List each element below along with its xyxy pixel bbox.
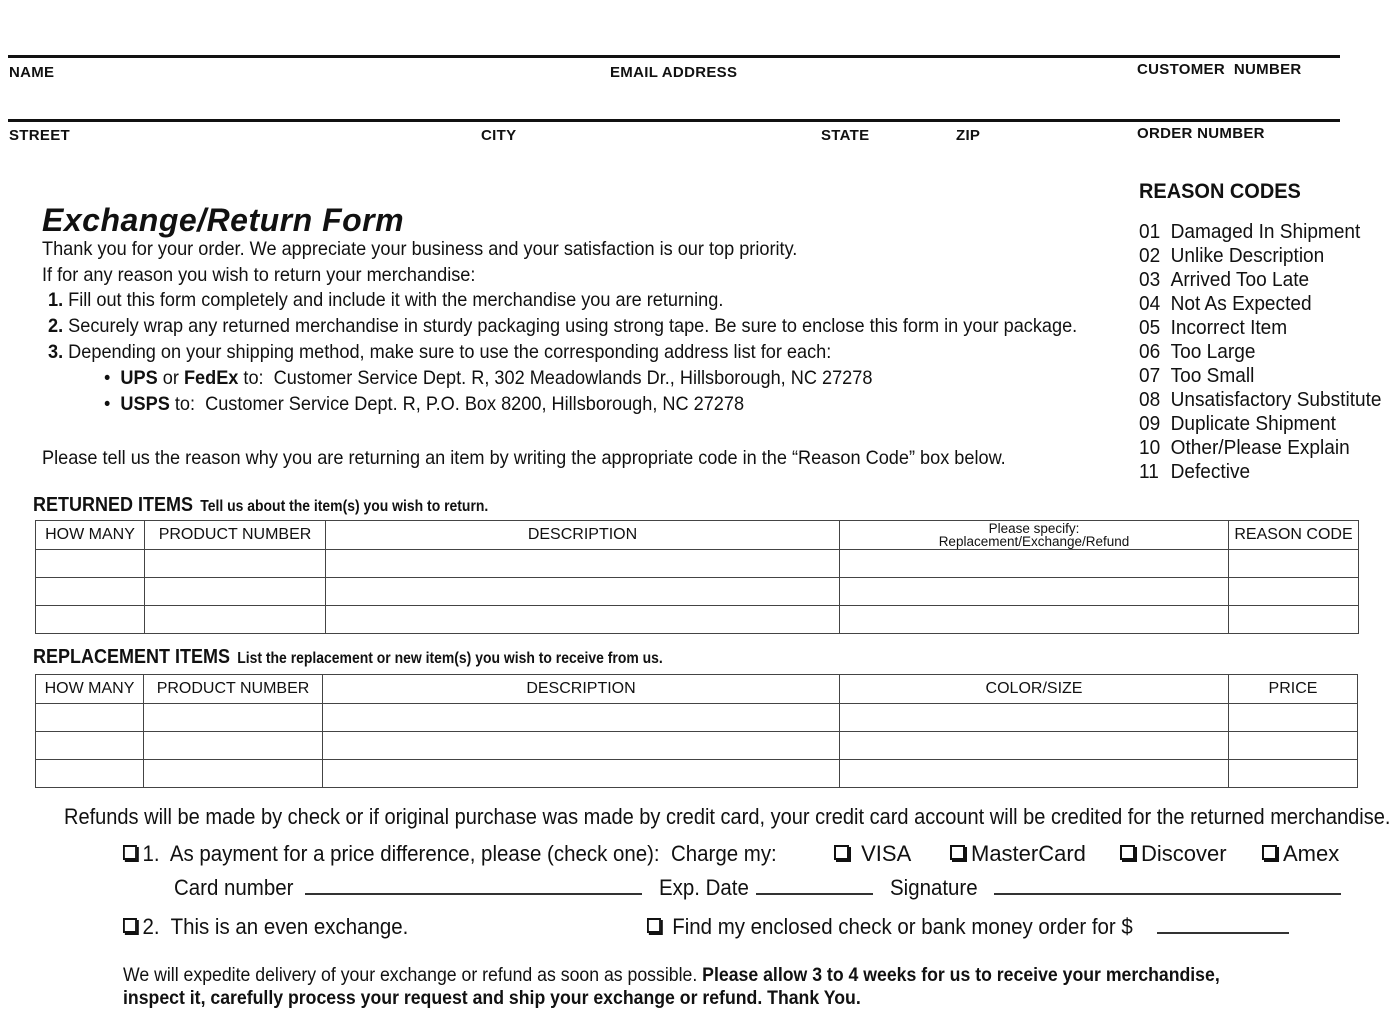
returned-items-title: RETURNED ITEMS Tell us about the item(s) you wish to return. (33, 494, 489, 516)
table-row (36, 578, 1359, 606)
table-cell[interactable] (840, 606, 1229, 634)
reason-code-item: 03 Arrived Too Late (1139, 268, 1310, 291)
table-cell[interactable] (36, 760, 144, 788)
step-3-number: 3. (48, 341, 64, 363)
option-2-checkbox[interactable] (123, 918, 137, 933)
amex-checkbox[interactable] (1262, 845, 1277, 860)
table-cell[interactable] (326, 606, 840, 634)
reason-code-item: 07 Too Small (1139, 364, 1255, 387)
exp-date-label: Exp. Date (659, 875, 749, 900)
header-line-top (8, 55, 1340, 58)
refund-note: Refunds will be made by check or if original purchase was made by credit card, your credit card account will be credited for the returned merchandise. (64, 804, 1391, 829)
table-cell[interactable] (323, 704, 840, 732)
col-color-size: COLOR/SIZE (840, 675, 1229, 704)
ups-to-label: to: (243, 367, 264, 389)
street-label: STREET (9, 127, 70, 144)
reason-code-item: 10 Other/Please Explain (1139, 436, 1350, 459)
payment-option-2: 2. This is an even exchange. (123, 914, 408, 940)
table-cell[interactable] (840, 760, 1229, 788)
table-cell[interactable] (326, 578, 840, 606)
usps-to-label: to: (174, 393, 196, 415)
replacement-items-subtitle: List the replacement or new item(s) you wish to receive from us. (237, 650, 663, 667)
form-title: Exchange/Return Form (42, 202, 405, 238)
order-number-label: ORDER NUMBER (1137, 125, 1265, 142)
table-cell[interactable] (326, 550, 840, 578)
table-cell[interactable] (1229, 704, 1358, 732)
check-option: Find my enclosed check or bank money order for $ (647, 914, 1133, 940)
table-row (36, 550, 1359, 578)
footer-line-2: inspect it, carefully process your request and ship your exchange or refund. Thank You. (123, 988, 861, 1009)
step-2-text: Securely wrap any returned merchandise in sturdy packaging using strong tape. Be sure to enclose this form in your package. (68, 315, 1078, 337)
card-number-label: Card number (174, 875, 294, 900)
usps-label: USPS (120, 393, 170, 415)
reason-code-item: 05 Incorrect Item (1139, 316, 1288, 339)
mastercard-checkbox[interactable] (950, 845, 965, 860)
reason-note: Please tell us the reason why you are returning an item by writing the appropriate code in the “Reason Code” box below. (42, 447, 1006, 469)
col-specify: Please specify: Replacement/Exchange/Refund (840, 521, 1229, 550)
usps-address: Customer Service Dept. R, P.O. Box 8200, Hillsborough, NC 27278 (205, 393, 745, 415)
exp-date-field[interactable] (756, 893, 873, 895)
table-cell[interactable] (145, 578, 326, 606)
table-cell[interactable] (145, 606, 326, 634)
table-cell[interactable] (144, 732, 323, 760)
table-cell[interactable] (840, 578, 1229, 606)
reason-code-item: 09 Duplicate Shipment (1139, 412, 1336, 435)
reason-code-item: 04 Not As Expected (1139, 292, 1312, 315)
step-2 (48, 315, 1077, 338)
table-cell[interactable] (1229, 732, 1358, 760)
replacement-items-title: REPLACEMENT ITEMS List the replacement or new item(s) you wish to receive from us. (33, 646, 663, 668)
card-number-field[interactable] (305, 893, 642, 895)
check-checkbox[interactable] (647, 918, 661, 933)
signature-field[interactable] (994, 893, 1341, 895)
intro-line-2: If for any reason you wish to return your merchandise: (42, 264, 476, 286)
amex-option: Amex (1262, 841, 1339, 867)
bullet-dot-icon: • (104, 393, 111, 415)
option-1-checkbox[interactable] (123, 845, 137, 860)
payment-option-1: 1. As payment for a price difference, please (check one): Charge my: (123, 841, 777, 867)
visa-option: VISA (834, 841, 911, 867)
col-product-number: PRODUCT NUMBER (144, 675, 323, 704)
replacement-items-table (35, 674, 1358, 788)
col-price: PRICE (1229, 675, 1358, 704)
table-row (36, 732, 1358, 760)
ups-label: UPS (120, 367, 158, 389)
table-header-row (36, 675, 1358, 704)
table-cell[interactable] (840, 550, 1229, 578)
email-label: EMAIL ADDRESS (610, 64, 738, 81)
step-3-text: Depending on your shipping method, make sure to use the corresponding address list for each: (68, 341, 832, 363)
check-amount-field[interactable] (1157, 932, 1289, 934)
step-3 (48, 341, 831, 364)
col-how-many: HOW MANY (36, 675, 144, 704)
signature-label: Signature (890, 875, 978, 900)
table-row (36, 704, 1358, 732)
table-cell[interactable] (1229, 578, 1359, 606)
reason-codes-title: REASON CODES (1139, 180, 1301, 203)
zip-label: ZIP (956, 127, 981, 144)
step-2-number: 2. (48, 315, 64, 337)
bullet-ups (104, 367, 872, 390)
table-cell[interactable] (36, 732, 144, 760)
customer-number-label: CUSTOMER NUMBER (1137, 61, 1302, 78)
returned-items-table (35, 520, 1359, 634)
ups-address: Customer Service Dept. R, 302 Meadowlands Dr., Hillsborough, NC 27278 (273, 367, 873, 389)
name-label: NAME (9, 64, 55, 81)
footer-line-1: We will expedite delivery of your exchange or refund as soon as possible. Please allow 3 to 4 weeks for us to receive your merchandise, (123, 965, 1220, 986)
table-cell[interactable] (840, 732, 1229, 760)
returned-items-subtitle: Tell us about the item(s) you wish to return. (200, 498, 489, 515)
discover-option: Discover (1120, 841, 1227, 867)
state-label: STATE (821, 127, 870, 144)
discover-checkbox[interactable] (1120, 845, 1135, 860)
table-cell[interactable] (36, 578, 145, 606)
mastercard-option: MasterCard (950, 841, 1086, 867)
col-how-many: HOW MANY (36, 521, 145, 550)
fedex-label: FedEx (183, 367, 239, 389)
or-label: or (162, 367, 179, 389)
city-label: CITY (481, 127, 517, 144)
header-line-bottom (8, 119, 1340, 122)
table-cell[interactable] (36, 704, 144, 732)
col-description: DESCRIPTION (326, 521, 840, 550)
reason-code-item: 02 Unlike Description (1139, 244, 1325, 267)
step-1-number: 1. (48, 289, 64, 311)
table-cell[interactable] (36, 550, 145, 578)
table-cell[interactable] (1229, 550, 1359, 578)
table-cell[interactable] (323, 760, 840, 788)
col-description: DESCRIPTION (323, 675, 840, 704)
table-cell[interactable] (1229, 760, 1358, 788)
reason-code-item: 01 Damaged In Shipment (1139, 220, 1361, 243)
step-1-text: Fill out this form completely and include it with the merchandise you are returning. (68, 289, 724, 311)
table-cell[interactable] (144, 704, 323, 732)
table-cell[interactable] (145, 550, 326, 578)
reason-code-item: 06 Too Large (1139, 340, 1256, 363)
table-cell[interactable] (144, 760, 323, 788)
col-product-number: PRODUCT NUMBER (145, 521, 326, 550)
table-cell[interactable] (1229, 606, 1359, 634)
table-row (36, 606, 1359, 634)
bullet-dot-icon: • (104, 367, 111, 389)
intro-line-1: Thank you for your order. We appreciate your business and your satisfaction is our top priority. (42, 238, 798, 260)
table-header-row (36, 521, 1359, 550)
visa-checkbox[interactable] (834, 845, 849, 860)
table-cell[interactable] (840, 704, 1229, 732)
table-cell[interactable] (323, 732, 840, 760)
reason-code-item: 11 Defective (1139, 460, 1251, 483)
step-1 (48, 289, 723, 312)
table-cell[interactable] (36, 606, 145, 634)
bullet-usps (104, 393, 744, 416)
table-row (36, 760, 1358, 788)
reason-code-item: 08 Unsatisfactory Substitute (1139, 388, 1382, 411)
col-reason-code: REASON CODE (1229, 521, 1359, 550)
